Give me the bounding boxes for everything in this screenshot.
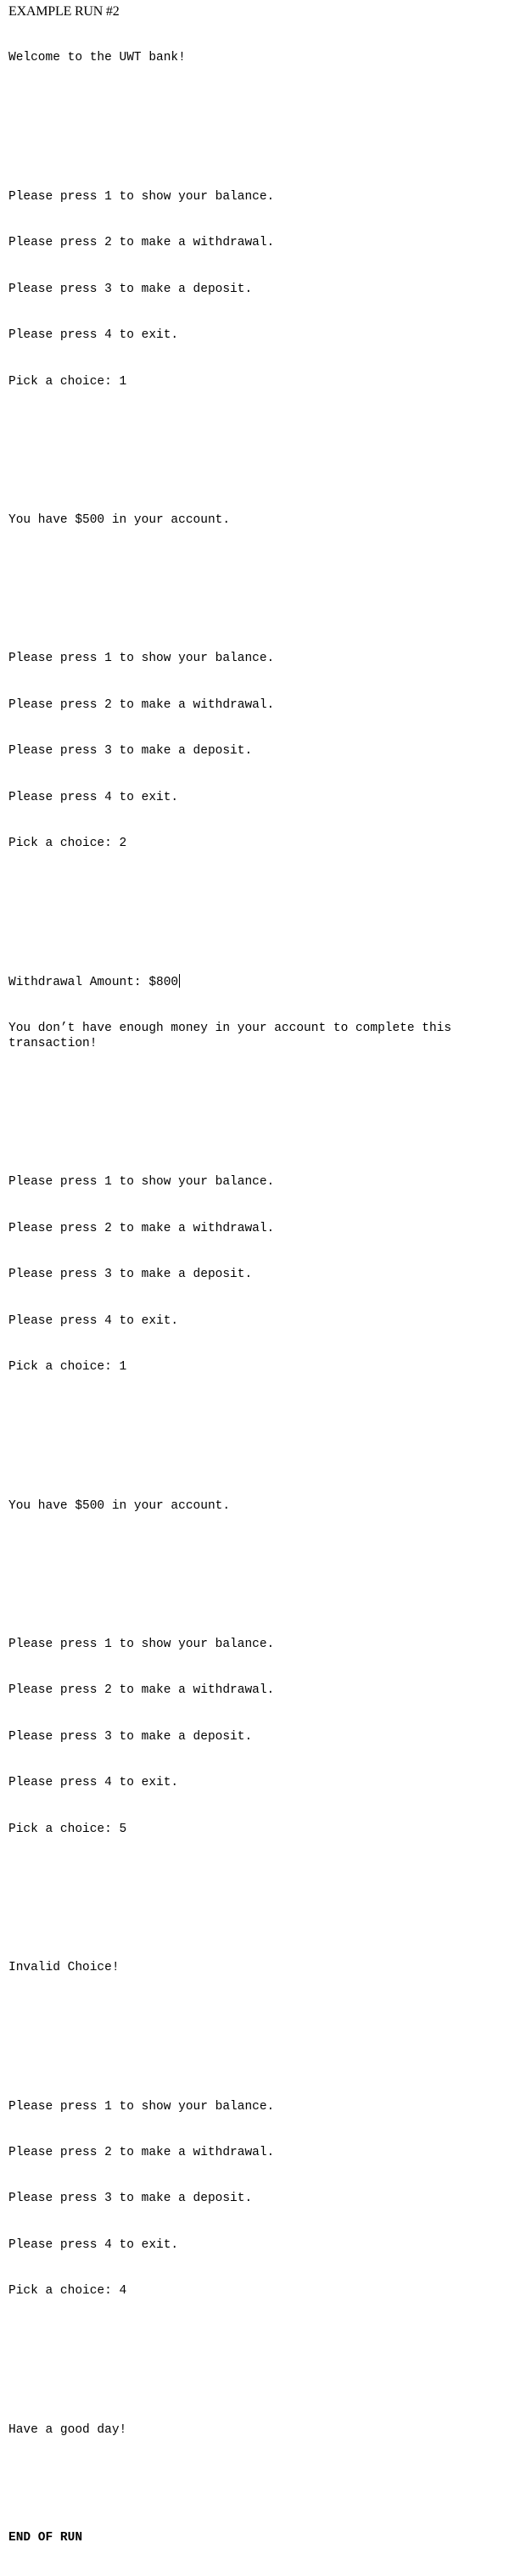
blank-line	[8, 2007, 518, 2022]
choice-prompt: Pick a choice: 1	[8, 1360, 127, 1375]
document-heading: EXAMPLE RUN #2	[8, 4, 120, 19]
menu-block	[8, 2068, 518, 2330]
text-cursor	[179, 974, 180, 988]
menu-option-withdrawal: Please press 2 to make a withdrawal.	[8, 697, 275, 712]
menu-option-withdrawal: Please press 2 to make a withdrawal.	[8, 2146, 275, 2160]
menu-option-balance: Please press 1 to show your balance.	[8, 2099, 275, 2114]
blank-line	[8, 1436, 518, 1452]
menu-option-balance: Please press 1 to show your balance.	[8, 1175, 275, 1190]
choice-prompt: Pick a choice: 4	[8, 2284, 127, 2299]
blank-line	[8, 2360, 518, 2376]
goodbye-message: Have a good day!	[8, 2422, 127, 2437]
blank-line	[8, 558, 518, 574]
document-page	[8, 4, 518, 2576]
menu-block	[8, 1606, 518, 1868]
menu-option-deposit: Please press 3 to make a deposit.	[8, 1729, 253, 1744]
menu-option-deposit: Please press 3 to make a deposit.	[8, 282, 253, 296]
menu-option-deposit: Please press 3 to make a deposit.	[8, 1268, 253, 1282]
menu-block	[8, 620, 518, 882]
choice-prompt: Pick a choice: 5	[8, 1822, 127, 1836]
balance-message: You have $500 in your account.	[8, 512, 231, 527]
blank-line	[8, 451, 518, 466]
menu-option-exit: Please press 4 to exit.	[8, 328, 179, 343]
console-transcript	[8, 20, 518, 2576]
choice-prompt: Pick a choice: 2	[8, 837, 127, 851]
menu-option-exit: Please press 4 to exit.	[8, 1776, 179, 1790]
menu-option-deposit: Please press 3 to make a deposit.	[8, 744, 253, 759]
menu-option-withdrawal: Please press 2 to make a withdrawal.	[8, 1683, 275, 1698]
menu-block	[8, 158, 518, 420]
menu-option-exit: Please press 4 to exit.	[8, 2237, 179, 2252]
menu-option-balance: Please press 1 to show your balance.	[8, 189, 275, 204]
menu-option-balance: Please press 1 to show your balance.	[8, 652, 275, 666]
menu-option-exit: Please press 4 to exit.	[8, 1313, 179, 1328]
blank-line	[8, 2468, 518, 2484]
balance-message: You have $500 in your account.	[8, 1498, 231, 1513]
insufficient-funds-message: You don’t have enough money in your account to complete this transaction!	[8, 1021, 452, 1051]
invalid-choice-message: Invalid Choice!	[8, 1961, 120, 1975]
blank-line	[8, 913, 518, 928]
blank-line	[8, 1083, 518, 1098]
choice-prompt: Pick a choice: 1	[8, 374, 127, 389]
withdrawal-amount-prompt: Withdrawal Amount: $800	[8, 976, 179, 990]
blank-line	[8, 1544, 518, 1560]
withdrawal-amount-line	[8, 974, 518, 989]
end-of-run-label: END OF RUN	[8, 2530, 83, 2545]
menu-option-balance: Please press 1 to show your balance.	[8, 1638, 275, 1651]
menu-option-deposit: Please press 3 to make a deposit.	[8, 2192, 253, 2206]
blank-line	[8, 1899, 518, 1914]
menu-option-exit: Please press 4 to exit.	[8, 790, 179, 804]
blank-line	[8, 97, 518, 112]
menu-option-withdrawal: Please press 2 to make a withdrawal.	[8, 236, 275, 250]
menu-option-withdrawal: Please press 2 to make a withdrawal.	[8, 1221, 275, 1235]
menu-block	[8, 1144, 518, 1406]
welcome-message: Welcome to the UWT bank!	[8, 51, 186, 65]
